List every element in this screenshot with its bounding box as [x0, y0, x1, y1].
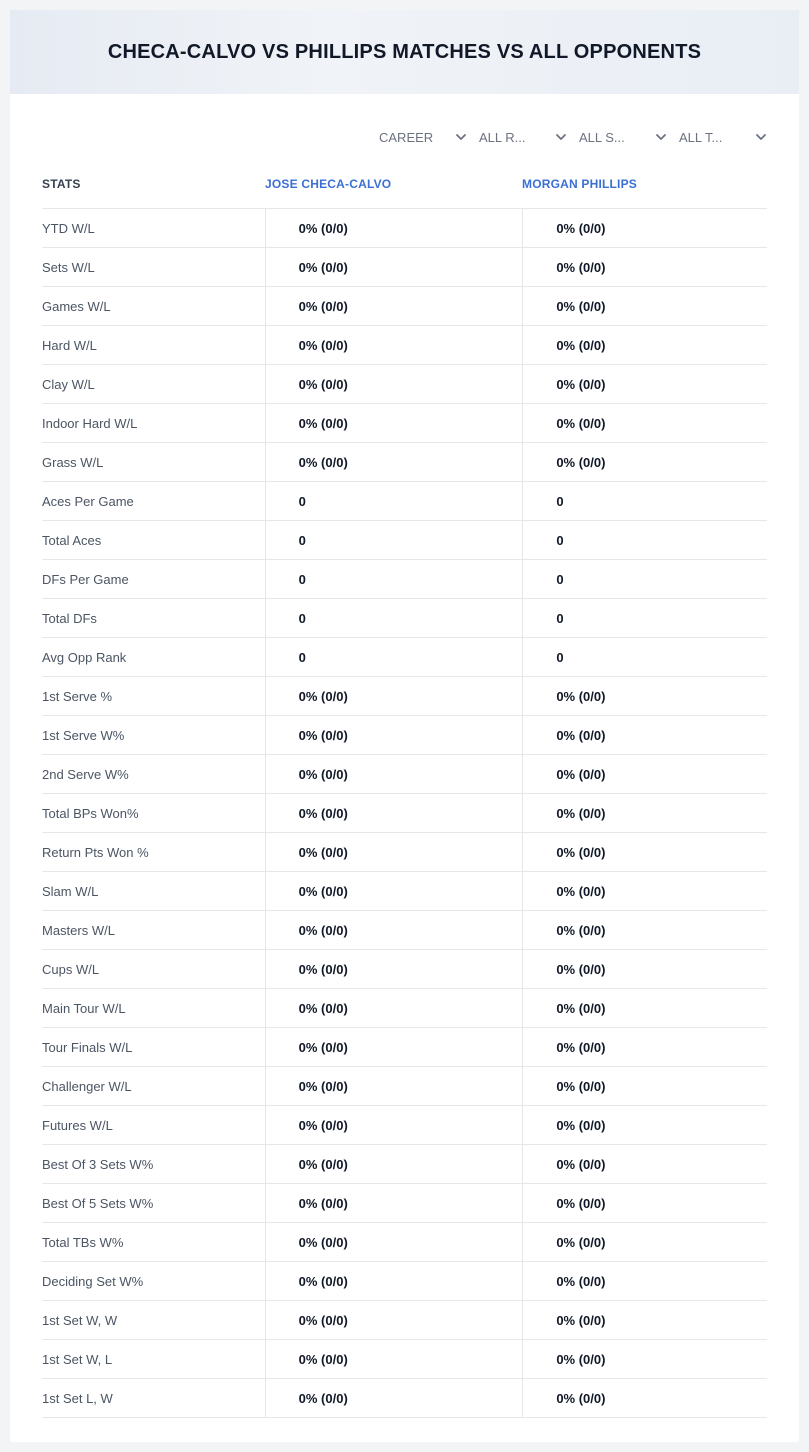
player2-stat-value: 0% (0/0) — [522, 1262, 767, 1300]
filter-tournament-select[interactable] — [679, 126, 767, 148]
player1-stat-value: 0% (0/0) — [265, 1106, 523, 1144]
player1-stat-value: 0% (0/0) — [265, 287, 523, 325]
player2-stat-value: 0% (0/0) — [522, 716, 767, 754]
filter-bar — [379, 126, 767, 148]
player1-stat-value: 0% (0/0) — [265, 1067, 523, 1105]
chevron-down-icon — [755, 131, 767, 143]
player1-stat-value: 0% (0/0) — [265, 1301, 523, 1339]
stat-label: Avg Opp Rank — [42, 649, 127, 665]
player1-stat-value: 0% (0/0) — [265, 950, 523, 988]
player2-stat-value: 0% (0/0) — [522, 833, 767, 871]
table-row — [42, 599, 767, 638]
table-row — [42, 1301, 767, 1340]
table-row — [42, 989, 767, 1028]
player2-stat-value: 0% (0/0) — [522, 443, 767, 481]
player1-stat-value: 0% (0/0) — [265, 755, 523, 793]
player1-stat-value: 0% (0/0) — [265, 716, 523, 754]
player2-stat-value: 0 — [522, 560, 767, 598]
stat-label: Indoor Hard W/L — [42, 415, 138, 431]
stat-label: Best Of 5 Sets W% — [42, 1195, 154, 1211]
chevron-down-icon — [555, 131, 567, 143]
table-row — [42, 911, 767, 950]
player1-stat-value: 0% (0/0) — [265, 248, 523, 286]
stat-label: 1st Set W, L — [42, 1351, 113, 1367]
stat-label: 2nd Serve W% — [42, 766, 129, 782]
stats-column-header: STATS — [42, 177, 81, 191]
player2-stat-value: 0% (0/0) — [522, 1340, 767, 1378]
stats-card — [10, 10, 799, 1442]
table-row — [42, 365, 767, 404]
player2-stat-value: 0 — [522, 599, 767, 637]
stat-label: Challenger W/L — [42, 1078, 132, 1094]
table-row — [42, 404, 767, 443]
table-row — [42, 794, 767, 833]
table-row — [42, 521, 767, 560]
player2-stat-value: 0% (0/0) — [522, 755, 767, 793]
table-row — [42, 1184, 767, 1223]
table-row — [42, 1106, 767, 1145]
table-row — [42, 482, 767, 521]
table-row — [42, 1028, 767, 1067]
player1-stat-value: 0 — [265, 482, 523, 520]
player1-stat-value: 0% (0/0) — [265, 326, 523, 364]
player1-stat-value: 0% (0/0) — [265, 1379, 523, 1417]
player1-stat-value: 0% (0/0) — [265, 911, 523, 949]
card-header — [10, 10, 799, 94]
player1-stat-value: 0% (0/0) — [265, 365, 523, 403]
player1-stat-value: 0% (0/0) — [265, 1262, 523, 1300]
table-row — [42, 287, 767, 326]
stat-label: 1st Serve W% — [42, 727, 125, 743]
player2-stat-value: 0% (0/0) — [522, 1028, 767, 1066]
player2-stat-value: 0% (0/0) — [522, 404, 767, 442]
player2-stat-value: 0% (0/0) — [522, 1145, 767, 1183]
player2-stat-value: 0% (0/0) — [522, 950, 767, 988]
player1-stat-value: 0% (0/0) — [265, 404, 523, 442]
chevron-down-icon — [455, 131, 467, 143]
player2-stat-value: 0% (0/0) — [522, 1301, 767, 1339]
player2-stat-value: 0% (0/0) — [522, 1379, 767, 1417]
player2-stat-value: 0 — [522, 482, 767, 520]
filter-label: ALL S... — [579, 129, 625, 145]
stat-label: DFs Per Game — [42, 571, 129, 587]
table-row — [42, 1379, 767, 1418]
table-row — [42, 248, 767, 287]
table-row — [42, 209, 767, 248]
table-row — [42, 1223, 767, 1262]
stat-label: Clay W/L — [42, 376, 95, 392]
table-row — [42, 1340, 767, 1379]
table-row — [42, 443, 767, 482]
player2-stat-value: 0 — [522, 521, 767, 559]
filter-label: CAREER — [379, 129, 434, 145]
table-row — [42, 1262, 767, 1301]
filter-round-select[interactable] — [479, 126, 567, 148]
table-row — [42, 1145, 767, 1184]
stat-label: Tour Finals W/L — [42, 1039, 133, 1055]
stats-table — [42, 160, 767, 1418]
player2-stat-value: 0% (0/0) — [522, 1184, 767, 1222]
player2-stat-value: 0% (0/0) — [522, 1223, 767, 1261]
player2-stat-value: 0% (0/0) — [522, 989, 767, 1027]
player1-stat-value: 0% (0/0) — [265, 1145, 523, 1183]
filter-label: ALL R... — [479, 129, 526, 145]
player1-stat-value: 0% (0/0) — [265, 833, 523, 871]
stat-label: 1st Serve % — [42, 688, 113, 704]
stat-label: Masters W/L — [42, 922, 115, 938]
player1-stat-value: 0% (0/0) — [265, 989, 523, 1027]
table-header — [42, 160, 767, 209]
player1-stat-value: 0% (0/0) — [265, 1223, 523, 1261]
player1-stat-value: 0% (0/0) — [265, 1184, 523, 1222]
table-row — [42, 638, 767, 677]
filter-label: ALL T... — [679, 129, 723, 145]
player1-stat-value: 0% (0/0) — [265, 443, 523, 481]
player2-stat-value: 0% (0/0) — [522, 1067, 767, 1105]
player1-stat-value: 0% (0/0) — [265, 794, 523, 832]
stat-label: Slam W/L — [42, 883, 99, 899]
player2-stat-value: 0% (0/0) — [522, 872, 767, 910]
player1-stat-value: 0% (0/0) — [265, 872, 523, 910]
table-row — [42, 833, 767, 872]
stat-label: Aces Per Game — [42, 493, 134, 509]
player2-stat-value: 0% (0/0) — [522, 911, 767, 949]
stat-label: Return Pts Won % — [42, 844, 149, 860]
player1-stat-value: 0 — [265, 560, 523, 598]
chevron-down-icon — [655, 131, 667, 143]
stat-label: Hard W/L — [42, 337, 97, 353]
player1-stat-value: 0 — [265, 521, 523, 559]
table-row — [42, 872, 767, 911]
table-row — [42, 560, 767, 599]
player1-stat-value: 0% (0/0) — [265, 1028, 523, 1066]
player2-stat-value: 0% (0/0) — [522, 287, 767, 325]
table-row — [42, 677, 767, 716]
table-row — [42, 716, 767, 755]
player1-column-header[interactable]: JOSE CHECA-CALVO — [265, 177, 392, 191]
player2-stat-value: 0 — [522, 638, 767, 676]
player1-stat-value: 0% (0/0) — [265, 209, 523, 247]
table-row — [42, 950, 767, 989]
stat-label: Deciding Set W% — [42, 1273, 144, 1289]
stat-label: 1st Set W, W — [42, 1312, 118, 1328]
stat-label: Best Of 3 Sets W% — [42, 1156, 154, 1172]
player2-stat-value: 0% (0/0) — [522, 1106, 767, 1144]
player2-stat-value: 0% (0/0) — [522, 248, 767, 286]
player2-stat-value: 0% (0/0) — [522, 677, 767, 715]
page-title: CHECA-CALVO VS PHILLIPS MATCHES VS ALL OPPONENTS — [107, 40, 702, 63]
player2-stat-value: 0% (0/0) — [522, 209, 767, 247]
player2-column-header[interactable]: MORGAN PHILLIPS — [522, 177, 638, 191]
player2-stat-value: 0% (0/0) — [522, 365, 767, 403]
player1-stat-value: 0% (0/0) — [265, 1340, 523, 1378]
player1-stat-value: 0 — [265, 599, 523, 637]
stat-label: YTD W/L — [42, 220, 95, 236]
stat-label: Total TBs W% — [42, 1234, 124, 1250]
player2-stat-value: 0% (0/0) — [522, 794, 767, 832]
stat-label: Cups W/L — [42, 961, 100, 977]
stat-label: Grass W/L — [42, 454, 104, 470]
filter-career-select[interactable] — [379, 126, 467, 148]
table-row — [42, 326, 767, 365]
table-row — [42, 755, 767, 794]
player1-stat-value: 0% (0/0) — [265, 677, 523, 715]
table-row — [42, 1067, 767, 1106]
player1-stat-value: 0 — [265, 638, 523, 676]
filter-surface-select[interactable] — [579, 126, 667, 148]
stat-label: Main Tour W/L — [42, 1000, 126, 1016]
stat-label: Sets W/L — [42, 259, 95, 275]
stat-label: Total DFs — [42, 610, 97, 626]
stat-label: Total Aces — [42, 532, 102, 548]
stat-label: Futures W/L — [42, 1117, 113, 1133]
stat-label: Games W/L — [42, 298, 111, 314]
table-body — [42, 209, 767, 1418]
player2-stat-value: 0% (0/0) — [522, 326, 767, 364]
stat-label: 1st Set L, W — [42, 1390, 113, 1406]
stat-label: Total BPs Won% — [42, 805, 139, 821]
